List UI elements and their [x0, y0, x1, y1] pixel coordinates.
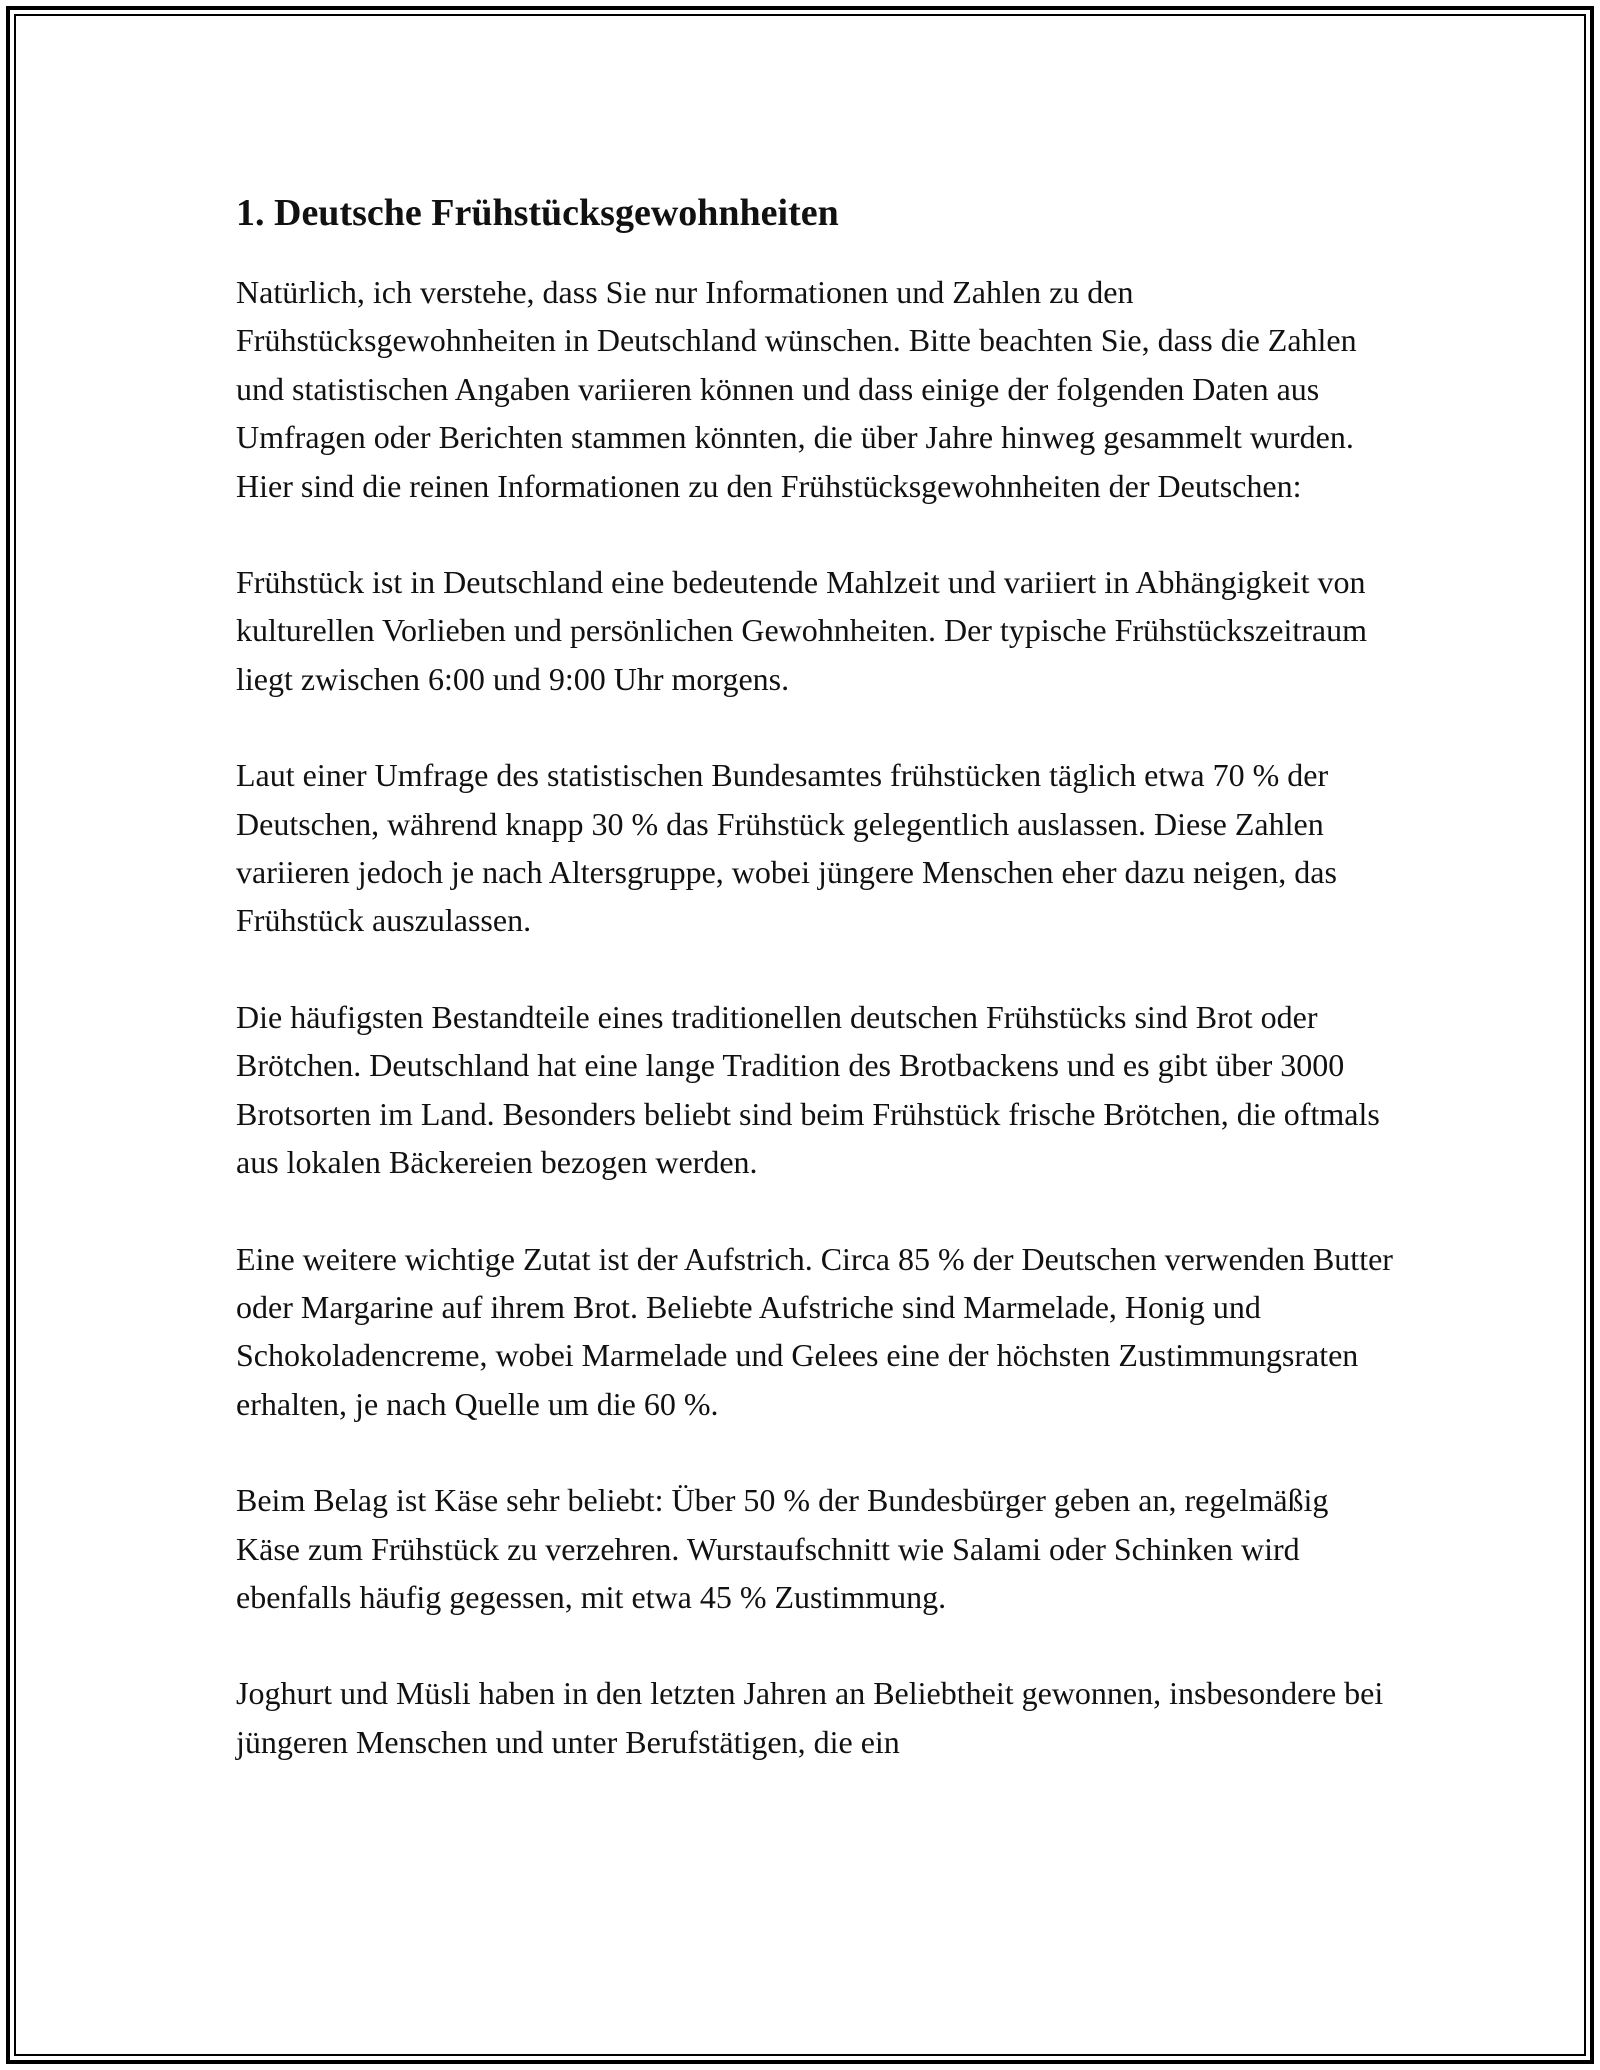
paragraph-survey: Laut einer Umfrage des statistischen Bundesamtes frühstücken täglich etwa 70 % der Deutschen, während knapp 30 % das Frühstück gelegentlich auslassen. Diese Zahlen variieren jedoch je nach Altersgruppe, wobei jüngere Menschen eher dazu neigen, das Frühstück auszulassen. — [236, 757, 1337, 939]
paragraph-mealtime: Frühstück ist in Deutschland eine bedeutende Mahlzeit und variiert in Abhängigkeit von kulturellen Vorlieben und persönlichen Gewohnheiten. Der typische Frühstückszeitraum liegt zwischen 6:00 und 9:00 Uhr morgens. — [236, 564, 1367, 697]
paragraph-toppings: Beim Belag ist Käse sehr beliebt: Über 50 % der Bundesbürger geben an, regelmäßig Käse zum Frühstück zu verzehren. Wurstaufschnitt wie Salami oder Schinken wird ebenfalls häufig gegessen, mit etwa 45 % Zustimmung. — [236, 1482, 1329, 1615]
paragraph-intro: Natürlich, ich verstehe, dass Sie nur Informationen und Zahlen zu den Frühstücksgewohnheiten in Deutschland wünschen. Bitte beachten Sie, dass die Zahlen und statistischen Angaben variieren können und dass einige der folgenden Daten aus Umfragen oder Berichten stammen könnten, die über Jahre hinweg gesammelt wurden. Hier sind die reinen Informationen zu den Frühstücksgewohnheiten der Deutschen: — [236, 274, 1357, 504]
paragraph-bread: Die häufigsten Bestandteile eines traditionellen deutschen Frühstücks sind Brot oder Brötchen. Deutschland hat eine lange Tradition des Brotbackens und es gibt über 3000 Brotsorten im Land. Besonders beliebt sind beim Frühstück frische Brötchen, die oftmals aus lokalen Bäckereien bezogen werden. — [236, 998, 1380, 1181]
section-heading: 1. Deutsche Frühstücksgewohnheiten — [236, 192, 839, 234]
paragraph-yogurt-muesli: Joghurt und Müsli haben in den letzten Jahren an Beliebtheit gewonnen, insbesondere bei jüngeren Menschen und unter Berufstätigen, die ein — [236, 1675, 1384, 1760]
paragraph-spreads: Eine weitere wichtige Zutat ist der Aufstrich. Circa 85 % der Deutschen verwenden Butter oder Margarine auf ihrem Brot. Beliebte Aufstriche sind Marmelade, Honig und Schokoladencreme, wobei Marmelade und Gelees eine der höchsten Zustimmungsraten erhalten, je nach Quelle um die 60 %. — [236, 1240, 1393, 1422]
document-body — [236, 188, 1396, 1814]
